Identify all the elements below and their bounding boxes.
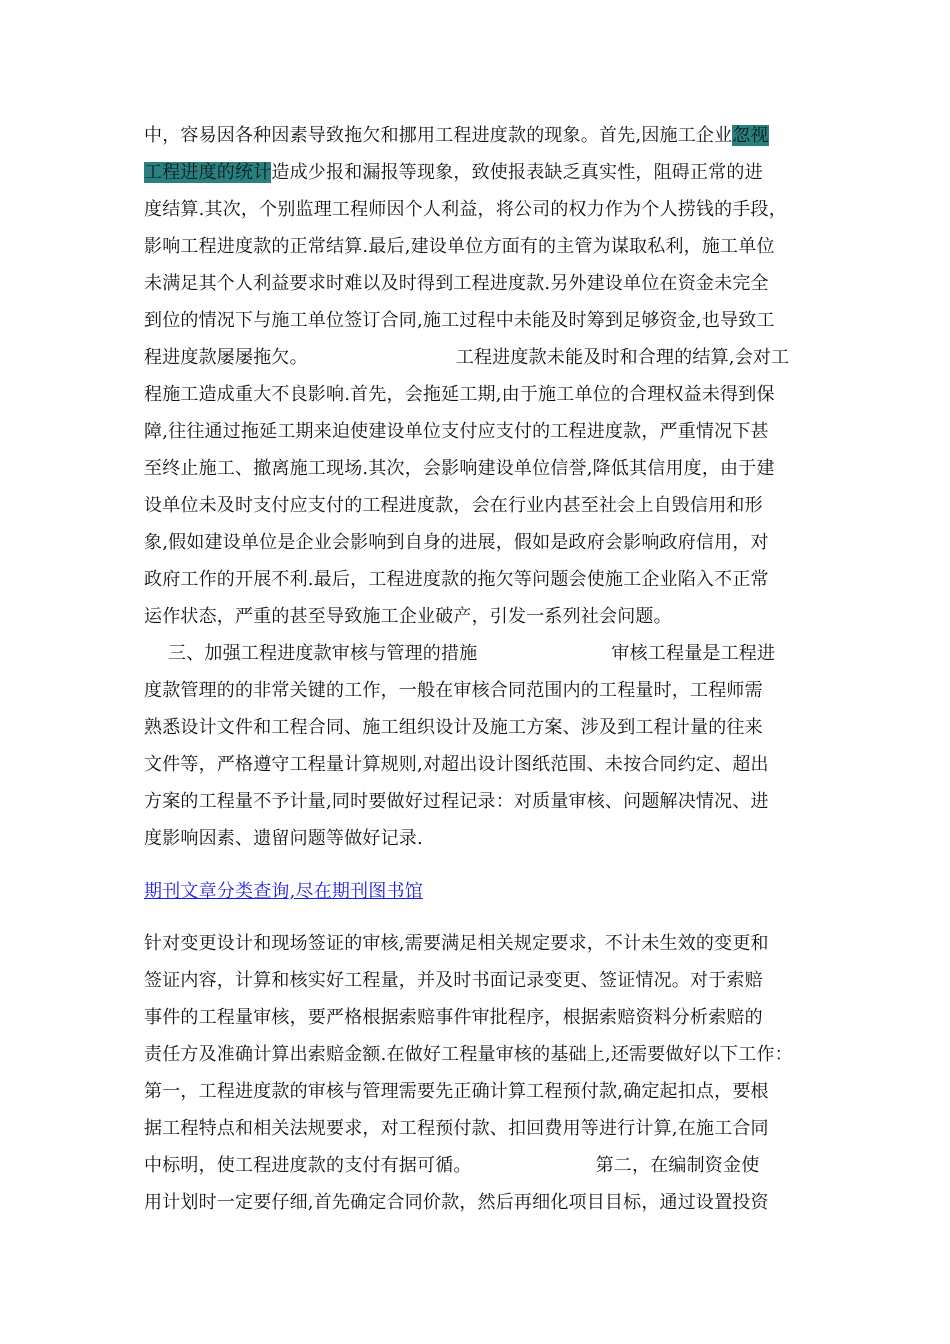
text-line: 文件等，严格遵守工程量计算规则,对超出设计图纸范围、未按合同约定、超出: [144, 754, 769, 775]
text-line: 熟悉设计文件和工程合同、施工组织设计及施工方案、涉及到工程计量的往来: [144, 717, 763, 738]
text-line: 未满足其个人利益要求时难以及时得到工程进度款.另外建设单位在资金未完全: [144, 273, 769, 294]
text-line: 中标明，使工程进度款的支付有据可循。 第二，在编制资金使: [144, 1155, 760, 1176]
text-line: 事件的工程量审核，要严格根据索赔事件审批程序，根据索赔资料分析索赔的: [144, 1007, 763, 1028]
text-line: 政府工作的开展不利.最后，工程进度款的拖欠等问题会使施工企业陷入不正常: [144, 569, 769, 590]
text-line: 运作状态，严重的甚至导致施工企业破产，引发一系列社会问题。: [144, 606, 672, 627]
text-line: 象,假如建设单位是企业会影响到自身的进展，假如是政府会影响政府信用，对: [144, 532, 769, 553]
text-line: 至终止施工、撤离施工现场.其次，会影响建设单位信誉,降低其信用度，由于建: [144, 458, 775, 479]
link-section: [144, 873, 824, 910]
section-heading-line: 三、加强工程进度款审核与管理的措施 审核工程量是工程进: [168, 643, 776, 664]
body-text-section-2: [144, 925, 824, 1221]
body-text-section-1: [144, 117, 824, 857]
text-line: 设单位未及时支付应支付的工程进度款，会在行业内甚至社会上自毁信用和形: [144, 495, 763, 516]
text-line: 度结算.其次，个别监理工程师因个人利益，将公司的权力作为个人捞钱的手段，: [144, 199, 787, 220]
text-line: 度款管理的的非常关键的工作，一般在审核合同范围内的工程量时，工程师需: [144, 680, 763, 701]
text-line: 针对变更设计和现场签证的审核,需要满足相关规定要求，不计未生效的变更和: [144, 933, 769, 954]
text-line: 据工程特点和相关法规要求，对工程预付款、扣回费用等进行计算,在施工合同: [144, 1118, 769, 1139]
text-line: 程施工造成重大不良影响.首先，会拖延工期,由于施工单位的合理权益未得到保: [144, 384, 775, 405]
text-line: 责任方及准确计算出索赔金额.在做好工程量审核的基础上,还需要做好以下工作：: [144, 1044, 793, 1065]
section-heading: 三、加强工程进度款审核与管理的措施: [168, 643, 478, 664]
highlighted-text: 忽视: [732, 125, 769, 146]
text-line: 工程进度的统计造成少报和漏报等现象，致使报表缺乏真实性，阻碍正常的进: [144, 162, 763, 183]
text-line: 第一，工程进度款的审核与管理需要先正确计算工程预付款,确定起扣点，要根: [144, 1081, 769, 1102]
text-line: 影响工程进度款的正常结算.最后,建设单位方面有的主管为谋取私利，施工单位: [144, 236, 775, 257]
text-line: 度影响因素、遗留问题等做好记录.: [144, 828, 423, 849]
highlighted-text: 工程进度的统计: [144, 162, 272, 183]
text-line: 程进度款屡屡拖欠。 工程进度款未能及时和合理的结算,会对工: [144, 347, 790, 368]
text-line: 障,往往通过拖延工期来迫使建设单位支付应支付的工程进度款，严重情况下甚: [144, 421, 769, 442]
text-line: 方案的工程量不予计量,同时要做好过程记录：对质量审核、问题解决情况、进: [144, 791, 769, 812]
journal-category-link[interactable]: 期刊文章分类查询,尽在期刊图书馆: [144, 881, 423, 902]
text-line: 签证内容，计算和核实好工程量，并及时书面记录变更、签证情况。对于索赔: [144, 970, 763, 991]
text-line: 中，容易因各种因素导致拖欠和挪用工程进度款的现象。首先,因施工企业忽视: [144, 125, 769, 146]
text-line: 到位的情况下与施工单位签订合同,施工过程中未能及时筹到足够资金,也导致工: [144, 310, 775, 331]
text-line: 用计划时一定要仔细,首先确定合同价款，然后再细化项目目标，通过设置投资: [144, 1192, 769, 1213]
